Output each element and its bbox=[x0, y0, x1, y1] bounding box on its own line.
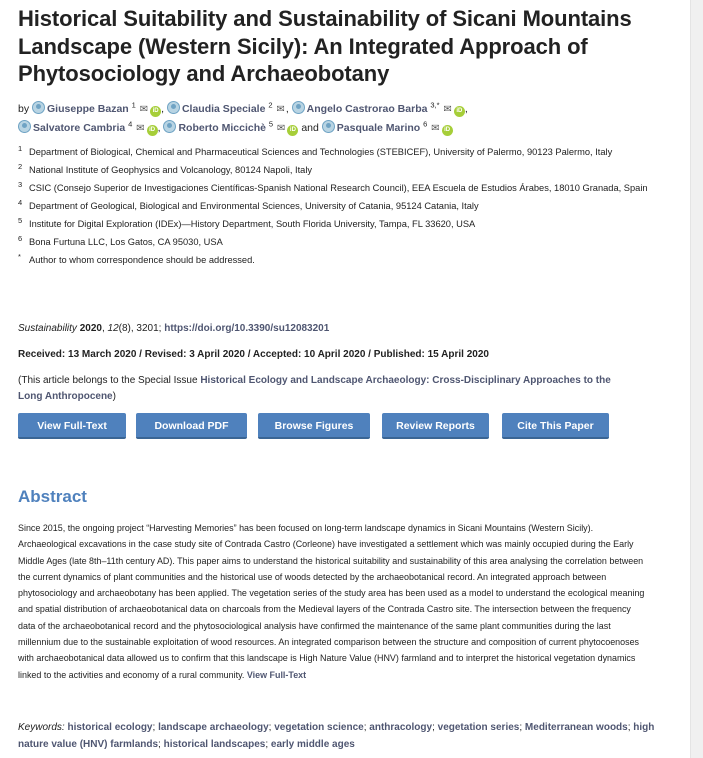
citation-article: , 3201; bbox=[130, 323, 165, 334]
affiliation-text: CSIC (Consejo Superior de Investigaciones Científicas-Spanish National Research Council), EEA Escuela de Estudios Árabes, 18010 Granada, Spain bbox=[29, 183, 648, 193]
author-entry bbox=[322, 119, 453, 134]
abstract-heading: Abstract bbox=[18, 487, 87, 506]
author-affiliation-number: 6 bbox=[423, 119, 428, 129]
affiliation-text: Department of Biological, Chemical and Pharmaceutical Sciences and Technologies (STEBICEF), University of Palermo, 90123 Palermo, Italy bbox=[29, 147, 613, 157]
author-link[interactable]: Roberto Miccichè bbox=[178, 122, 266, 134]
scrollbar[interactable] bbox=[690, 0, 703, 758]
browse-figures-button[interactable]: Browse Figures bbox=[258, 413, 370, 439]
affiliation-text: National Institute of Geophysics and Volcanology, 80124 Napoli, Italy bbox=[29, 165, 313, 175]
publication-dates: Received: 13 March 2020 / Revised: 3 April 2020 / Accepted: 10 April 2020 / Published: 15 April 2020 bbox=[18, 349, 489, 360]
affiliation-number: 6 bbox=[18, 234, 23, 243]
affiliation-text: Bona Furtuna LLC, Los Gatos, CA 95030, USA bbox=[29, 237, 223, 247]
abstract-view-full-text-link[interactable]: View Full-Text bbox=[246, 669, 307, 680]
affiliation-number: 2 bbox=[18, 162, 23, 171]
mail-icon[interactable]: ✉ bbox=[139, 104, 149, 115]
affiliation-item bbox=[18, 234, 658, 250]
abstract-text: Since 2015, the ongoing project “Harvesting Memories” has been focused on long-term landscape dynamics in Sicani Mountains (Western Sicily). Archaeological excavations in the case study site of Contrada Castro (Corleone) have investigated a settlement which was mainly occupied during the Early Middle Ages (late 8th–11th century AD). This paper aims to understand the historical suitability and sustainability of this area analysing the correlation between the current dynamics of plant communities and the historical use of woods detected by the archaeobotanical record. An integrated approach between phytosociology and archaeobotany has been applied. The vegetation series of the study area has been used as a model to understand the ecological meaning and spatial distribution of archaeobotanical data on charcoals from the Medieval layers of the Contrada Castro site. The intersection between the frequency data of the archaeobotanical record and the phytosociological analysis have confirmed the maintenance of the same plant communities during the last millennium due to the sustainable exploitation of wood resources. An integrated comparison between the structure and composition of current phytocoenoses with archaeobotanical data allowed us to confirm that this landscape is High Nature Value (HNV) farmland and to interpret the historical vegetation dynamics linked to the activities and economy of a rural community. bbox=[18, 523, 645, 680]
orcid-icon[interactable]: iD bbox=[287, 125, 298, 136]
abstract-body bbox=[18, 520, 650, 683]
author-affiliation-number: 3,* bbox=[430, 100, 440, 110]
keyword-link[interactable]: high nature value (HNV) farmlands bbox=[18, 722, 655, 750]
keywords-line: Keywords: historical ecology; landscape archaeology; vegetation science; anthracology; vegetation series; Mediterranean woods; high nature value (HNV) farmlands; historical landscapes; early middle ages bbox=[18, 722, 655, 750]
affiliation-item bbox=[18, 216, 658, 232]
author-entry: Giuseppe Bazan $^1$ ✉ iD , bbox=[32, 103, 167, 115]
mail-icon[interactable]: ✉ bbox=[136, 123, 145, 134]
person-icon bbox=[163, 120, 176, 133]
orcid-icon[interactable]: iD bbox=[454, 106, 465, 117]
mail-icon[interactable]: ✉ bbox=[443, 104, 452, 115]
affiliation-item bbox=[18, 198, 658, 214]
article-title: Historical Suitability and Sustainability of Sicani Mountains Landscape (Western Sicily): An Integrated Approach of Phytosociology and Archaeobotany bbox=[18, 6, 632, 86]
orcid-icon[interactable]: iD bbox=[442, 125, 453, 136]
author-entry bbox=[163, 119, 301, 134]
affiliation-item bbox=[18, 252, 658, 268]
cite-paper-button[interactable]: Cite This Paper bbox=[502, 413, 609, 439]
orcid-icon[interactable]: iD bbox=[147, 125, 158, 136]
author-link[interactable]: Pasquale Marino bbox=[336, 122, 421, 134]
person-icon bbox=[322, 120, 335, 133]
download-pdf-button[interactable]: Download PDF bbox=[136, 413, 247, 439]
author-link[interactable]: Salvatore Cambria bbox=[33, 122, 126, 134]
mail-icon[interactable]: ✉ bbox=[431, 123, 440, 134]
author-entry: Angelo Castrorao Barba $^{3,*}$ ✉ iD , bbox=[292, 103, 468, 115]
mail-icon[interactable]: ✉ bbox=[277, 123, 286, 134]
author-entry: Salvatore Cambria $^4$ ✉ iD , bbox=[18, 122, 163, 134]
keyword-link[interactable]: vegetation series bbox=[437, 722, 520, 733]
keywords-label: Keywords: bbox=[18, 722, 65, 733]
doi-link[interactable]: https://doi.org/10.3390/su12083201 bbox=[164, 323, 330, 334]
orcid-icon[interactable]: iD bbox=[150, 106, 161, 117]
person-icon bbox=[167, 101, 180, 114]
affiliation-number: 3 bbox=[18, 180, 23, 189]
view-full-text-button[interactable]: View Full-Text bbox=[18, 413, 126, 439]
affiliation-number: * bbox=[18, 252, 21, 261]
affiliation-text: Institute for Digital Exploration (IDEx)—History Department, South Florida University, Tampa, FL 33620, USA bbox=[29, 219, 476, 229]
affiliation-number: 1 bbox=[18, 144, 23, 153]
keyword-link[interactable]: historical ecology bbox=[67, 722, 153, 733]
affiliation-number: 5 bbox=[18, 216, 23, 225]
author-affiliation-number: 2 bbox=[268, 100, 273, 110]
and-label: and bbox=[301, 122, 319, 134]
person-icon bbox=[32, 101, 45, 114]
person-icon bbox=[292, 101, 305, 114]
author-list bbox=[18, 100, 678, 138]
citation-issue: (8) bbox=[118, 323, 131, 334]
affiliation-item bbox=[18, 180, 658, 196]
review-reports-button[interactable]: Review Reports bbox=[382, 413, 489, 439]
author-affiliation-number: 4 bbox=[128, 119, 133, 129]
keyword-link[interactable]: early middle ages bbox=[270, 739, 355, 750]
person-icon bbox=[18, 120, 31, 133]
special-issue-prefix: (This article belongs to the Special Issue bbox=[18, 375, 201, 386]
author-link[interactable]: Giuseppe Bazan bbox=[47, 103, 129, 115]
author-entry: Claudia Speciale $^2$ ✉, bbox=[167, 103, 292, 115]
author-link[interactable]: Claudia Speciale bbox=[181, 103, 266, 115]
citation-year: 2020 bbox=[79, 323, 102, 334]
keyword-link[interactable]: anthracology bbox=[369, 722, 433, 733]
affiliation-number: 4 bbox=[18, 198, 23, 207]
author-link[interactable]: Angelo Castrorao Barba bbox=[306, 103, 428, 115]
keyword-link[interactable]: landscape archaeology bbox=[158, 722, 269, 733]
special-issue-link[interactable]: Historical Ecology and Landscape Archaeology: Cross-Disciplinary Approaches to the Long Anthropocene bbox=[18, 375, 611, 402]
special-issue-note bbox=[18, 373, 618, 405]
citation-volume: 12 bbox=[107, 323, 119, 334]
affiliation-item bbox=[18, 162, 658, 178]
affiliation-list bbox=[18, 144, 658, 270]
keyword-link[interactable]: Mediterranean woods bbox=[524, 722, 628, 733]
special-issue-suffix: ) bbox=[112, 391, 116, 402]
citation-line: Sustainability 2020, 12(8), 3201; https://doi.org/10.3390/su12083201 bbox=[18, 323, 330, 334]
affiliation-item bbox=[18, 144, 658, 160]
affiliation-text: Department of Geological, Biological and Environmental Sciences, University of Catania, 95124 Catania, Italy bbox=[29, 201, 479, 211]
affiliation-text: Author to whom correspondence should be addressed. bbox=[29, 255, 255, 265]
keyword-link[interactable]: vegetation science bbox=[274, 722, 364, 733]
author-affiliation-number: 1 bbox=[131, 100, 136, 110]
keyword-link[interactable]: historical landscapes bbox=[163, 739, 266, 750]
mail-icon[interactable]: ✉ bbox=[276, 104, 285, 115]
journal-name: Sustainability bbox=[18, 323, 77, 334]
author-affiliation-number: 5 bbox=[268, 119, 274, 129]
by-label: by bbox=[18, 103, 30, 115]
